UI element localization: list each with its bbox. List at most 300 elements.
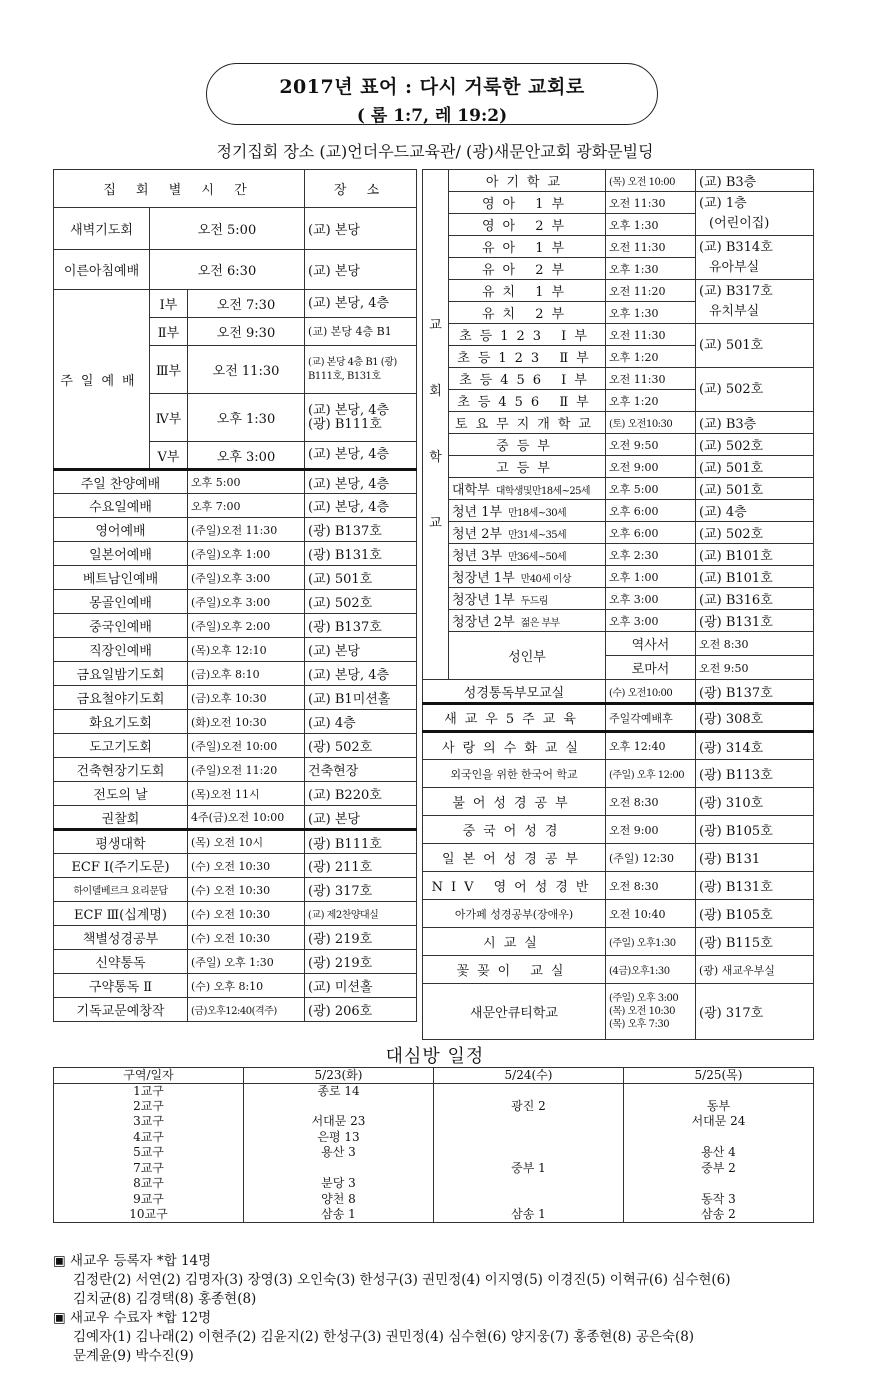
service-name: 일본어예배 — [54, 542, 188, 566]
class-name: 토요무지개학교 — [449, 412, 606, 434]
table-row — [54, 1099, 814, 1115]
class-name: 불어성경공부 — [423, 788, 606, 816]
class-time: 오전 9:00 — [606, 816, 696, 844]
service-time: (목)오전 11시 — [188, 782, 305, 806]
service-time: (주일)오전 11:20 — [188, 758, 305, 782]
class-time: 오전 11:30 — [606, 236, 696, 258]
table-row — [423, 816, 814, 844]
table-row — [423, 632, 814, 656]
class-time: 오전 11:30 — [606, 324, 696, 346]
adult-label: 성인부 — [449, 632, 606, 680]
table-row — [54, 1068, 814, 1084]
table-row — [54, 782, 417, 806]
header-time: 집 회 별 시 간 — [54, 170, 305, 208]
table-row — [423, 704, 814, 732]
table-row — [54, 662, 417, 686]
visit-cell: 중부 1 — [434, 1161, 624, 1177]
district-name: 3교구 — [54, 1114, 244, 1130]
class-time: 오전 10:40 — [606, 900, 696, 928]
sunday-part: Ⅰ부 — [150, 290, 188, 318]
service-name: 수요일예배 — [54, 494, 188, 518]
district-name: 7교구 — [54, 1161, 244, 1177]
class-name: 신약통독 — [54, 950, 188, 974]
class-name — [449, 610, 606, 632]
service-name: 중국인예배 — [54, 614, 188, 638]
class-place — [696, 192, 814, 236]
table-row — [423, 588, 814, 610]
service-name: 금요일밤기도회 — [54, 662, 188, 686]
registrants-names-2: 김치균(8) 김경택(8) 홍종현(8) — [73, 1291, 257, 1307]
class-time: 오후 3:00 — [606, 610, 696, 632]
class-time: 오후 1:00 — [606, 566, 696, 588]
class-name-label: 청년 1부 — [452, 505, 503, 520]
class-name: 영아 1부 — [449, 192, 606, 214]
class-time: (수) 오전 10:30 — [188, 926, 305, 950]
table-row — [423, 680, 814, 704]
adult-course: 역사서 — [606, 632, 696, 656]
visit-cell: 동부 — [624, 1099, 814, 1115]
service-name: 영어예배 — [54, 518, 188, 542]
service-place: (교) 본당 — [305, 806, 417, 830]
class-name: 사랑의수화교실 — [423, 732, 606, 760]
service-time: (주일)오전 11:30 — [188, 518, 305, 542]
sunday-part: Ⅴ부 — [150, 442, 188, 470]
class-time: (수) 오전 10:30 — [188, 854, 305, 878]
service-place: (교) 본당, 4층 — [305, 662, 417, 686]
left-schedule-table — [53, 169, 417, 1022]
class-time: (수) 오전10:00 — [606, 680, 696, 704]
class-time: 오후 1:20 — [606, 346, 696, 368]
table-row — [54, 902, 417, 926]
sunday-label: 주일예배 — [54, 290, 150, 470]
place-line: (교) 501호 — [699, 337, 764, 353]
class-time: 오전 11:30 — [606, 368, 696, 390]
school-label-char: 회 — [429, 383, 442, 399]
visit-cell — [624, 1130, 814, 1146]
table-row — [423, 610, 814, 632]
time-line: (목) 오전 10:30 — [609, 1006, 675, 1017]
service-place: (교) B220호 — [305, 782, 417, 806]
column-header: 5/25(목) — [624, 1068, 814, 1084]
graduates-names-2: 문계윤(9) 박수진(9) — [73, 1348, 194, 1364]
class-place — [696, 324, 814, 368]
visit-cell — [624, 1176, 814, 1192]
table-row — [54, 758, 417, 782]
service-place: (교) 본당, 4층 — [305, 442, 417, 470]
visit-cell: 서대문 23 — [244, 1114, 434, 1130]
class-place: (광) B137호 — [696, 680, 814, 704]
class-time: 주일각예배후 — [606, 704, 696, 732]
class-time: 오전 11:30 — [606, 192, 696, 214]
class-name-label: 대학부 — [452, 483, 490, 498]
table-row — [54, 926, 417, 950]
class-age: 만31세~35세 — [508, 530, 567, 541]
table-row — [423, 522, 814, 544]
daesimbang-heading: 대심방 일정 — [385, 1046, 485, 1067]
daesimbang-table — [53, 1067, 814, 1223]
table-row — [54, 854, 417, 878]
class-time: (주일) 오후 12:00 — [606, 760, 696, 788]
class-name: 중국어성경 — [423, 816, 606, 844]
service-place: (교) 501호 — [305, 566, 417, 590]
class-place: (광) B131호 — [696, 610, 814, 632]
class-place: (교) 제2찬양대실 — [305, 902, 417, 926]
class-name — [449, 500, 606, 522]
visit-cell: 삼송 2 — [624, 1207, 814, 1223]
class-time: 오후 6:00 — [606, 500, 696, 522]
service-place: (교) 본당, 4층 — [305, 494, 417, 518]
place-line: (교) B317호 — [699, 283, 773, 299]
table-row — [54, 686, 417, 710]
visit-cell: 서대문 24 — [624, 1114, 814, 1130]
table-row — [54, 950, 417, 974]
place-line: (교) B314호 — [699, 239, 773, 255]
column-header: 5/23(화) — [244, 1068, 434, 1084]
school-label — [423, 170, 449, 680]
graduates-heading: ▣ 새교우 수료자 *합 12명 — [53, 1310, 212, 1326]
motto-title: 2017년 표어 : 다시 거룩한 교회로 — [279, 76, 585, 98]
class-name: 유치 1부 — [449, 280, 606, 302]
class-place: (광) 308호 — [696, 704, 814, 732]
class-place: (교) 501호 — [696, 456, 814, 478]
service-place: (교) 502호 — [305, 590, 417, 614]
service-name: 이른아침예배 — [54, 250, 150, 290]
table-row — [54, 1130, 814, 1146]
table-row — [54, 1192, 814, 1208]
district-name: 1교구 — [54, 1083, 244, 1099]
service-place: (교) 본당 — [305, 250, 417, 290]
service-time: 오후 3:00 — [188, 442, 305, 470]
service-time: 오전 5:00 — [150, 208, 305, 250]
graduates-names: 김예자(1) 김나래(2) 이현주(2) 김윤지(2) 한성구(3) 권민정(4) 심수현(6) 양지웅(7) 홍종현(8) 공은숙(8) — [73, 1329, 695, 1345]
service-time: 오전 9:30 — [188, 318, 305, 346]
class-name: 초등456 Ⅱ부 — [449, 390, 606, 412]
service-name: 권찰회 — [54, 806, 188, 830]
table-row — [54, 878, 417, 902]
service-place: (교) 본당 4층 B1 — [305, 318, 417, 346]
place-line: 유아부실 — [709, 259, 760, 275]
class-name: 하이델베르크 요리문답 — [54, 878, 188, 902]
service-name: 직장인예배 — [54, 638, 188, 662]
class-time: 오후 2:30 — [606, 544, 696, 566]
visit-cell — [434, 1176, 624, 1192]
table-row — [423, 324, 814, 346]
table-row — [423, 192, 814, 214]
class-name — [449, 522, 606, 544]
school-label-char: 교 — [429, 317, 442, 333]
class-place: (교) B101호 — [696, 544, 814, 566]
table-row — [423, 412, 814, 434]
class-name: 영아 2부 — [449, 214, 606, 236]
class-time: 오전 8:30 — [606, 788, 696, 816]
class-place: (광) 219호 — [305, 926, 417, 950]
right-schedule-table — [422, 169, 814, 1040]
class-time: 오후 1:30 — [606, 302, 696, 324]
class-name: 초등123 Ⅰ부 — [449, 324, 606, 346]
service-place: (광) B137호 — [305, 518, 417, 542]
service-time: (주일)오후 3:00 — [188, 590, 305, 614]
service-time: (주일)오후 3:00 — [188, 566, 305, 590]
class-name-label: 청년 3부 — [452, 549, 503, 564]
table-row — [54, 208, 417, 250]
district-name: 4교구 — [54, 1130, 244, 1146]
sunday-part: Ⅱ부 — [150, 318, 188, 346]
class-time: (목) 오전 10시 — [188, 830, 305, 854]
visit-cell: 양천 8 — [244, 1192, 434, 1208]
class-time: (토) 오전10:30 — [606, 412, 696, 434]
service-place: (광) 502호 — [305, 734, 417, 758]
visit-cell — [434, 1083, 624, 1099]
class-place: (교) 501호 — [696, 478, 814, 500]
table-row — [54, 170, 417, 208]
class-time: 오후 1:20 — [606, 390, 696, 412]
motto-verse: ( 롬 1:7, 레 19:2) — [356, 106, 508, 126]
class-time: (주일) 오후1:30 — [606, 928, 696, 956]
visit-cell — [434, 1130, 624, 1146]
table-row — [54, 1176, 814, 1192]
class-name: ECF Ⅲ(십계명) — [54, 902, 188, 926]
table-row — [423, 984, 814, 1040]
class-time: 오후 3:00 — [606, 588, 696, 610]
class-name: 새문안큐티학교 — [423, 984, 606, 1040]
class-time: 오후 1:30 — [606, 214, 696, 236]
table-row — [54, 1083, 814, 1099]
table-row — [423, 500, 814, 522]
class-name: 기독교문예창작 — [54, 998, 188, 1022]
adult-course: 로마서 — [606, 656, 696, 680]
visit-cell: 용산 4 — [624, 1145, 814, 1161]
visit-cell: 삼송 1 — [244, 1207, 434, 1223]
service-time: (금)오후 10:30 — [188, 686, 305, 710]
table-row — [54, 974, 417, 998]
class-name: 책별성경공부 — [54, 926, 188, 950]
service-name: 건축현장기도회 — [54, 758, 188, 782]
service-name: 주일 찬양예배 — [54, 470, 188, 494]
class-name-label: 청년 2부 — [452, 527, 503, 542]
class-time: 오후 1:30 — [606, 258, 696, 280]
service-place: (교) 본당, 4층 (광) B111호 — [305, 394, 417, 442]
class-time: 오전 9:50 — [606, 434, 696, 456]
service-place: (교) 본당, 4층 — [305, 470, 417, 494]
table-row — [423, 434, 814, 456]
service-time: (화)오전 10:30 — [188, 710, 305, 734]
place-line: 유치부실 — [709, 303, 760, 319]
visit-cell — [434, 1114, 624, 1130]
service-name: 화요기도회 — [54, 710, 188, 734]
service-time: 4주(금)오전 10:00 — [188, 806, 305, 830]
service-time: (주일)오전 10:00 — [188, 734, 305, 758]
table-row — [54, 1145, 814, 1161]
class-place: (교) B3층 — [696, 170, 814, 192]
class-place: (교) 502호 — [696, 522, 814, 544]
class-place — [696, 280, 814, 324]
class-time: 오후 5:00 — [606, 478, 696, 500]
service-time: 오전 11:30 — [188, 346, 305, 394]
service-place: (교) 본당 — [305, 638, 417, 662]
class-name: NIV 영어성경반 — [423, 872, 606, 900]
sunday-part: Ⅳ부 — [150, 394, 188, 442]
table-row — [423, 280, 814, 302]
service-place: (교) 본당, 4층 — [305, 290, 417, 318]
table-row — [54, 614, 417, 638]
service-place: (교) B1미션홀 — [305, 686, 417, 710]
class-name: 외국인을 위한 한국어 학교 — [423, 760, 606, 788]
class-time: 오전 9:50 — [696, 656, 814, 680]
visit-cell: 광진 2 — [434, 1099, 624, 1115]
service-place: (교) 본당 4층 B1 (광) B111호, B131호 — [305, 346, 417, 394]
class-time: (수) 오후 8:10 — [188, 974, 305, 998]
newcomer-lists — [53, 1252, 823, 1366]
class-name: 구약통독 Ⅱ — [54, 974, 188, 998]
district-name: 2교구 — [54, 1099, 244, 1115]
class-age: 만18세~30세 — [508, 508, 567, 519]
table-row — [54, 590, 417, 614]
table-row — [423, 928, 814, 956]
table-row — [423, 872, 814, 900]
class-place: (광) B105호 — [696, 816, 814, 844]
table-row — [423, 236, 814, 258]
class-name: 평생대학 — [54, 830, 188, 854]
registrants-names: 김정란(2) 서연(2) 김명자(3) 장영(3) 오인숙(3) 한성구(3) 권민정(4) 이지영(5) 이경진(5) 이혁규(6) 심수현(6) — [73, 1272, 731, 1288]
table-row — [423, 566, 814, 588]
class-age: 만40세 이상 — [520, 574, 571, 585]
service-time: (주일)오후 2:00 — [188, 614, 305, 638]
visit-cell: 삼송 1 — [434, 1207, 624, 1223]
class-time: 오전 8:30 — [606, 872, 696, 900]
class-time: (주일) 오후 1:30 — [188, 950, 305, 974]
class-place: (광) 317호 — [305, 878, 417, 902]
class-name: 중등부 — [449, 434, 606, 456]
service-place: (광) B137호 — [305, 614, 417, 638]
visit-cell: 용산 3 — [244, 1145, 434, 1161]
service-name: 금요철야기도회 — [54, 686, 188, 710]
table-row — [423, 900, 814, 928]
table-row — [423, 788, 814, 816]
class-name: 성경통독부모교실 — [423, 680, 606, 704]
table-row — [54, 830, 417, 854]
service-name: 새벽기도회 — [54, 208, 150, 250]
table-row — [54, 1207, 814, 1223]
class-place: (광) 211호 — [305, 854, 417, 878]
class-name — [449, 588, 606, 610]
table-row — [423, 732, 814, 760]
class-place: (광) B131 — [696, 844, 814, 872]
table-row — [54, 470, 417, 494]
class-age: 두드림 — [520, 596, 548, 607]
class-name-label: 청장년 2부 — [452, 615, 515, 630]
class-name — [449, 566, 606, 588]
class-time — [606, 984, 696, 1040]
class-place: (광) B111호 — [305, 830, 417, 854]
table-row — [54, 1161, 814, 1177]
class-name: 꽃꽂이 교실 — [423, 956, 606, 984]
class-name: 초등123 Ⅱ부 — [449, 346, 606, 368]
table-row — [423, 544, 814, 566]
table-row — [54, 494, 417, 518]
visit-cell: 종로 14 — [244, 1083, 434, 1099]
class-place: (교) B316호 — [696, 588, 814, 610]
class-age: 만36세~50세 — [508, 552, 567, 563]
class-place: (광) 310호 — [696, 788, 814, 816]
time-line: (주일) 오후 3:00 — [609, 993, 679, 1004]
motto-banner — [206, 63, 658, 125]
class-name — [449, 478, 606, 500]
class-place: (교) B101호 — [696, 566, 814, 588]
class-name: ECF Ⅰ(주기도문) — [54, 854, 188, 878]
district-name: 5교구 — [54, 1145, 244, 1161]
class-time: (4금)오후1:30 — [606, 956, 696, 984]
service-name: 전도의 날 — [54, 782, 188, 806]
table-row — [54, 998, 417, 1022]
place-line: (교) 502호 — [699, 381, 764, 397]
class-place: (광) 219호 — [305, 950, 417, 974]
service-name: 몽골인예배 — [54, 590, 188, 614]
class-name-label: 청장년 1부 — [452, 571, 515, 586]
district-name: 10교구 — [54, 1207, 244, 1223]
class-name: 아기학교 — [449, 170, 606, 192]
district-name: 9교구 — [54, 1192, 244, 1208]
service-time: 오후 7:00 — [188, 494, 305, 518]
table-row — [54, 1114, 814, 1130]
class-name: 새교우5주교육 — [423, 704, 606, 732]
service-name: 도고기도회 — [54, 734, 188, 758]
visit-cell — [624, 1083, 814, 1099]
visit-cell — [434, 1192, 624, 1208]
class-time: 오후 12:40 — [606, 732, 696, 760]
class-place — [696, 236, 814, 280]
class-time: (주일) 12:30 — [606, 844, 696, 872]
class-name: 초등456 Ⅰ부 — [449, 368, 606, 390]
class-time: (수) 오전 10:30 — [188, 902, 305, 926]
table-row — [54, 638, 417, 662]
class-name: 유아 1부 — [449, 236, 606, 258]
visit-cell — [434, 1145, 624, 1161]
visit-cell: 은평 13 — [244, 1130, 434, 1146]
table-row — [54, 518, 417, 542]
service-time: 오후 1:30 — [188, 394, 305, 442]
class-place: (교) 미션홀 — [305, 974, 417, 998]
class-place: (광) 317호 — [696, 984, 814, 1040]
class-place: (교) 502호 — [696, 434, 814, 456]
table-row — [54, 542, 417, 566]
class-name: 고등부 — [449, 456, 606, 478]
class-time: (목) 오전 10:00 — [606, 170, 696, 192]
place-line: (어린이집) — [709, 215, 770, 231]
service-place: (교) 4층 — [305, 710, 417, 734]
visit-cell: 분당 3 — [244, 1176, 434, 1192]
service-place: (교) 본당 — [305, 208, 417, 250]
service-time: (주일)오후 1:00 — [188, 542, 305, 566]
class-time: 오전 8:30 — [696, 632, 814, 656]
table-row — [54, 734, 417, 758]
class-place: (광) 206호 — [305, 998, 417, 1022]
column-header: 구역/일자 — [54, 1068, 244, 1084]
class-place: (광) B105호 — [696, 900, 814, 928]
service-time: 오후 5:00 — [188, 470, 305, 494]
table-row — [54, 250, 417, 290]
class-place: (광) B113호 — [696, 760, 814, 788]
time-line: (목) 오후 7:30 — [609, 1019, 670, 1030]
table-row — [54, 566, 417, 590]
visit-cell — [244, 1099, 434, 1115]
column-header: 5/24(수) — [434, 1068, 624, 1084]
class-name: 아가페 성경공부(장애우) — [423, 900, 606, 928]
class-place — [696, 368, 814, 412]
class-name: 시교실 — [423, 928, 606, 956]
class-place: (교) 4층 — [696, 500, 814, 522]
class-time: 오후 6:00 — [606, 522, 696, 544]
class-place: (광) B131호 — [696, 872, 814, 900]
